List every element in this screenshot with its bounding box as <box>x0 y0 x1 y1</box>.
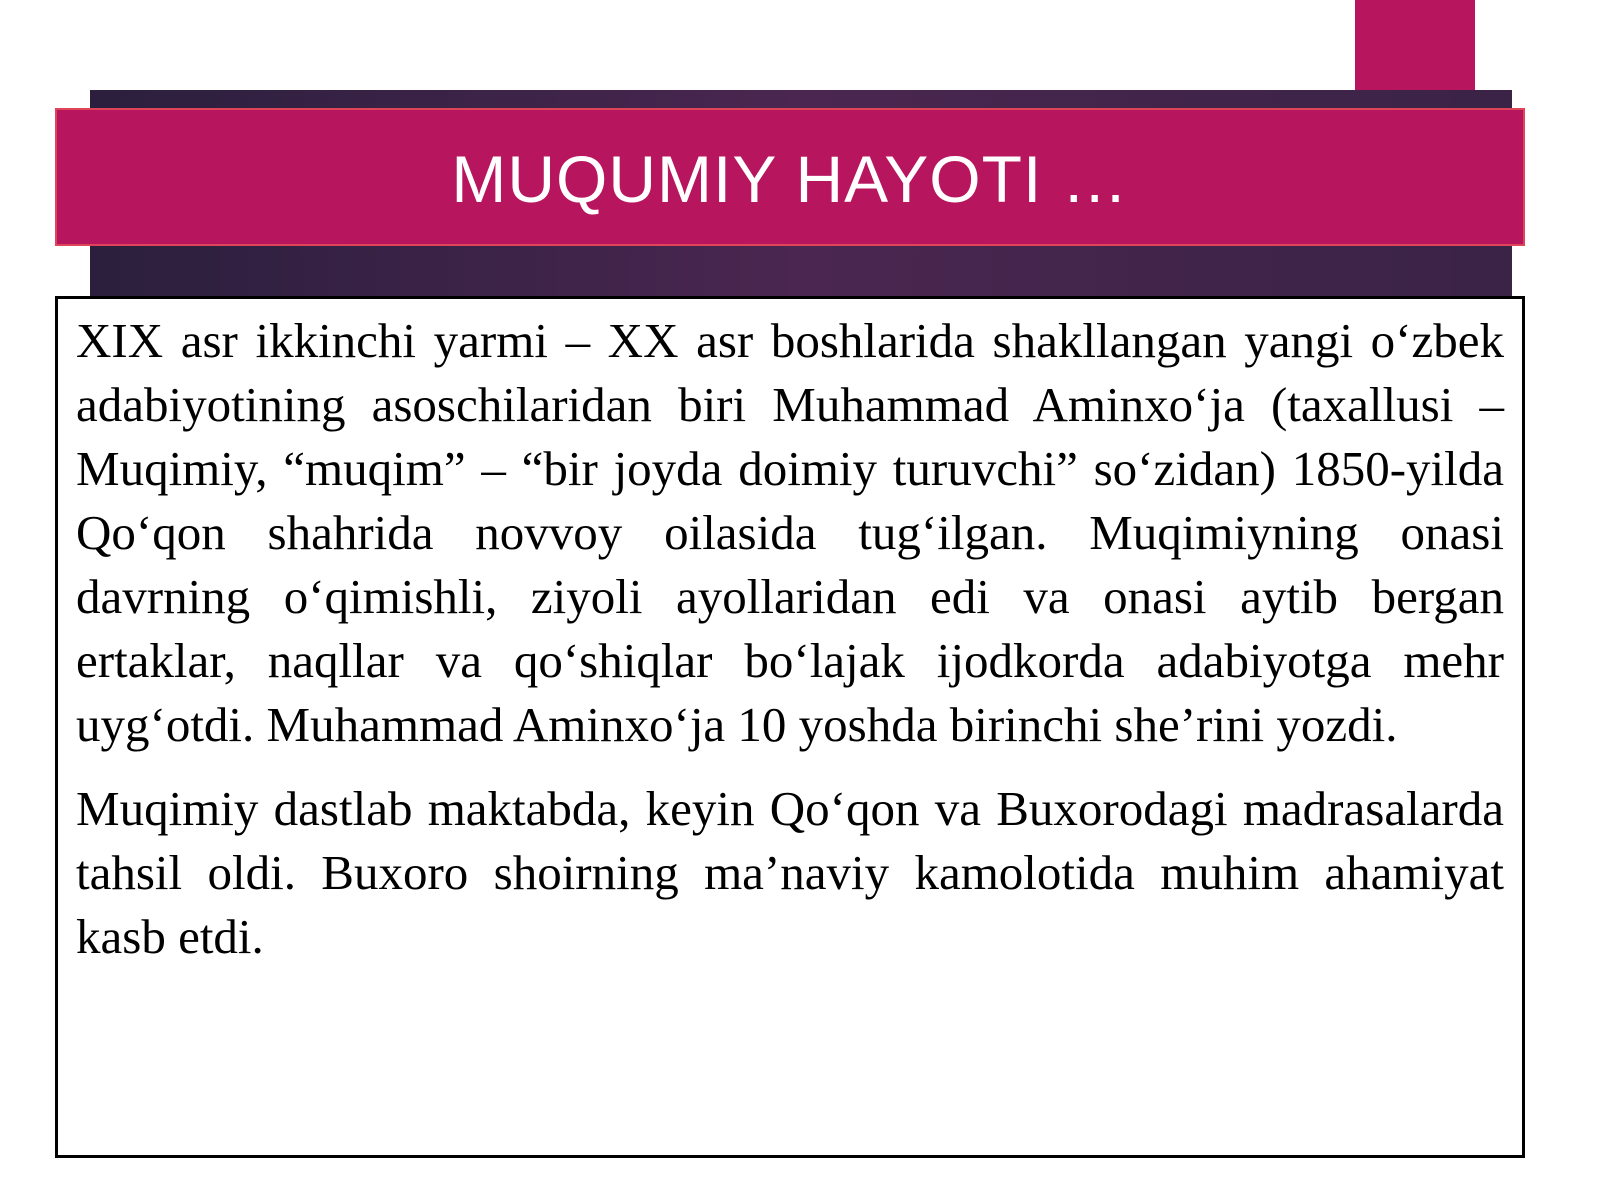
content-box <box>55 296 1525 1158</box>
slide-title: MUQUMIY HAYOTI … <box>451 142 1129 216</box>
paragraph-2: Muqimiy dastlab maktabda, keyin Qo‘qon va Buxorodagi madrasalarda tahsil oldi. Buxoro shoirning ma’naviy kamolotida muhim ahamiyat kasb etdi. <box>76 781 1504 964</box>
paragraph-1: XIX asr ikkinchi yarmi – XX asr boshlarida shakllangan yangi o‘zbek adabiyotining asoschilaridan biri Muhammad Aminxo‘ja (taxallusi – Muqimiy, “muqim” – “bir joyda doimiy turuvchi” so‘zidan) 1850-yilda Qo‘qon shahrida novvoy oilasida tug‘ilgan. Muqimiyning onasi davrning o‘qimishli, ziyoli ayollaridan edi va onasi aytib bergan ertaklar, naqllar va qo‘shiqlar bo‘lajak ijodkorda adabiyotga mehr uyg‘otdi. Muhammad Aminxo‘ja 10 yoshda birinchi she’rini yozdi. <box>76 313 1504 752</box>
title-banner <box>55 108 1525 246</box>
